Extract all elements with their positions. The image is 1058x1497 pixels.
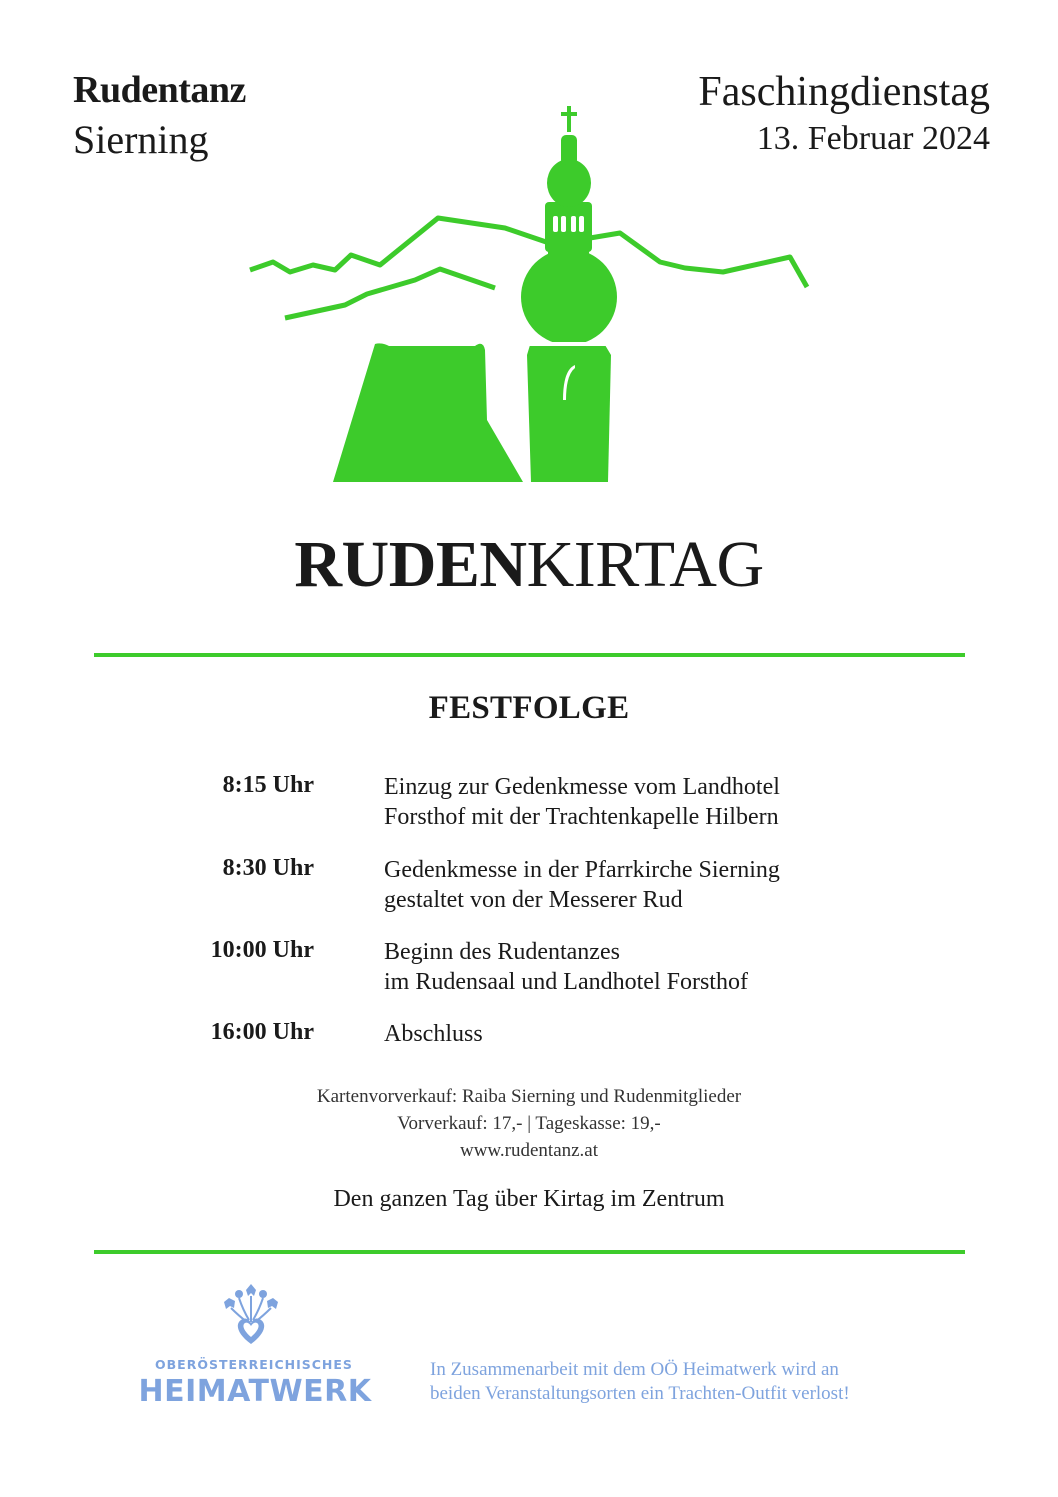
org-subtitle: Sierning [73, 117, 209, 162]
schedule-line-2: gestaltet von der Messerer Rud [384, 887, 683, 913]
tulip-heart-icon [217, 1282, 285, 1346]
event-title [0, 527, 1058, 603]
schedule-line-1: Beginn des Rudentanzes [384, 939, 620, 965]
schedule-line-2: Forsthof mit der Trachtenkapelle Hilbern [384, 804, 779, 830]
cooperation-line-2: beiden Veranstaltungsorten ein Trachten-Outfit verlost! [430, 1383, 850, 1404]
heimatwerk-region: OBERÖSTERREICHISCHES [155, 1357, 353, 1372]
schedule-time: 8:15 Uhr [222, 772, 314, 798]
schedule-title: FESTFOLGE [428, 690, 630, 726]
event-title-bold: RUDEN [294, 528, 527, 601]
cooperation-line-1: In Zusammenarbeit mit dem OÖ Heimatwerk wird an [430, 1359, 839, 1380]
heimatwerk-name: HEIMATWERK [138, 1374, 372, 1409]
org-title: Rudentanz [73, 69, 246, 111]
schedule-description [384, 772, 944, 832]
all-day-note: Den ganzen Tag über Kirtag im Zentrum [333, 1186, 725, 1212]
schedule-description [384, 1019, 944, 1049]
schedule-time: 16:00 Uhr [210, 1019, 314, 1045]
schedule-line-2: im Rudensaal und Landhotel Forsthof [384, 969, 748, 995]
divider-bottom [94, 1250, 965, 1254]
schedule-time: 10:00 Uhr [210, 937, 314, 963]
event-day: Faschingdienstag [698, 69, 990, 115]
presale-info: Kartenvorverkauf: Raiba Sierning und Rudenmitglieder [316, 1086, 742, 1107]
divider-top [94, 653, 965, 657]
price-info: Vorverkauf: 17,- | Tageskasse: 19,- [397, 1113, 661, 1134]
schedule-time: 8:30 Uhr [222, 855, 314, 881]
church-tower-mountains-icon [245, 100, 825, 490]
schedule-line-1: Gedenkmesse in der Pfarrkirche Sierning [384, 857, 780, 883]
website-link[interactable]: www.rudentanz.at [459, 1140, 599, 1161]
schedule-description [384, 855, 944, 915]
schedule-line-1: Abschluss [384, 1021, 483, 1047]
cooperation-note [430, 1358, 970, 1406]
schedule-line-1: Einzug zur Gedenkmesse vom Landhotel [384, 774, 780, 800]
event-date: 13. Februar 2024 [756, 120, 990, 157]
event-title-light: KIRTAG [526, 528, 764, 601]
schedule-description [384, 937, 944, 997]
